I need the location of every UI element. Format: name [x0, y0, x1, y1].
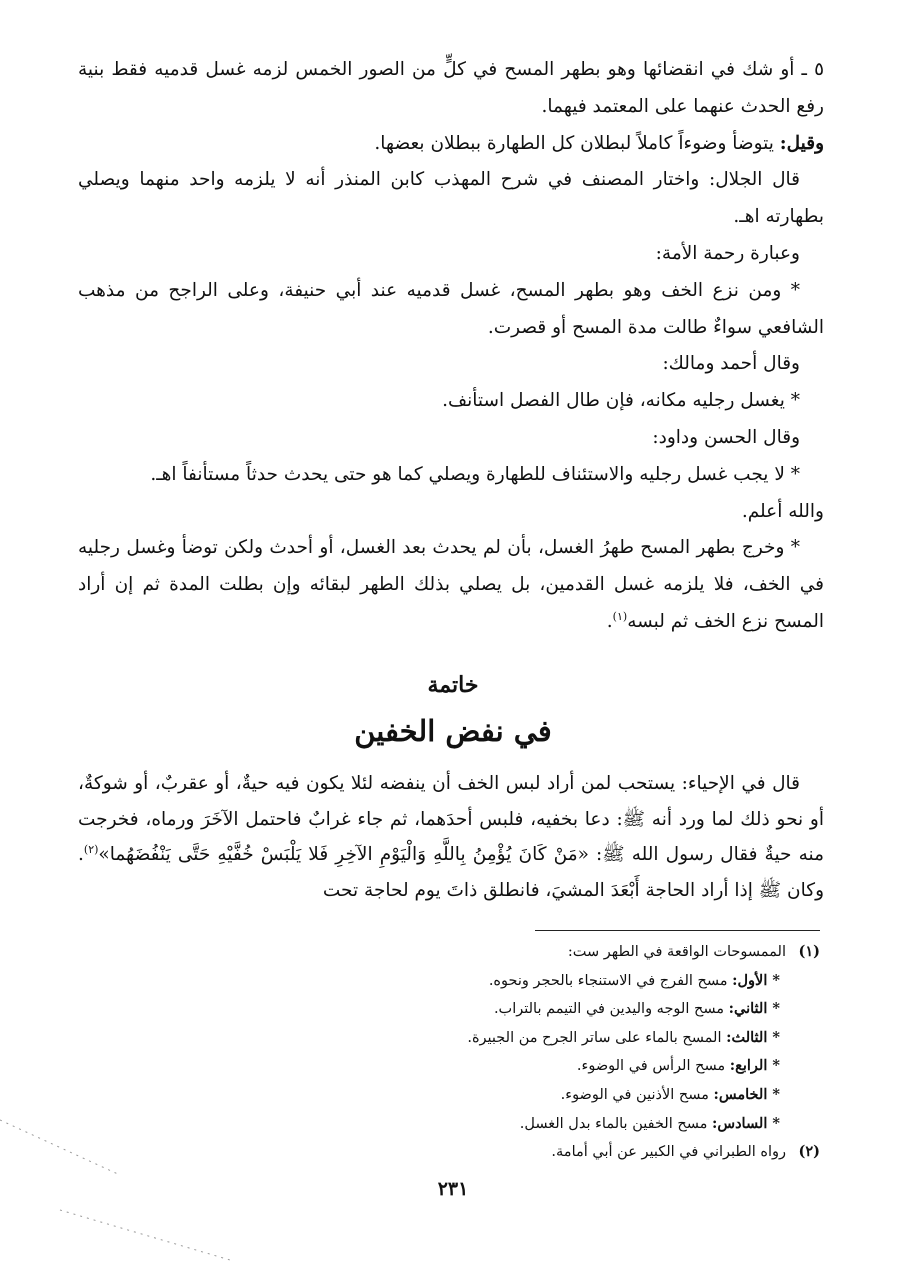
section-title: خاتمة	[427, 672, 479, 698]
section-subtitle: في نفض الخفين	[354, 714, 552, 748]
paragraph-2-text: يتوضأ وضوءاً كاملاً لبطلان كل الطهارة ببطلان بعضها.	[374, 132, 780, 154]
footnote-divider	[535, 930, 820, 931]
footnote-item-text: مسح الفرج في الاستنجاء بالحجر ونحوه.	[488, 972, 733, 989]
footnote-item-label: * السادس:	[712, 1114, 780, 1132]
footnote-item-label: * الأول:	[732, 971, 780, 989]
scan-edge-line	[0, 1120, 120, 1175]
footnote-item-label: * الخامس:	[713, 1085, 780, 1103]
footnote-item	[78, 995, 820, 1024]
paragraph-4: وعبارة رحمة الأمة:	[655, 242, 800, 264]
paragraph-9: * لا يجب غسل رجليه والاستئناف للطهارة ويصلي كما هو حتى يحدث حدثاً مستأنفاً اهـ.	[150, 463, 800, 485]
footnote-item-text: المسح بالماء على ساتر الجرح من الجبيرة.	[467, 1029, 727, 1046]
khatima-tail: . وكان ﷺ إذا أراد الحاجة أَبْعَدَ المشيَ، فانطلق ذاتَ يوم لحاجة تحت	[78, 844, 824, 901]
paragraph-10: والله أعلم.	[741, 500, 824, 522]
footnote-item-text: مسح الرأس في الوضوء.	[576, 1058, 730, 1075]
footnote-ref-1[interactable]: (١)	[612, 609, 628, 623]
paragraph-2	[78, 126, 824, 163]
footnote-item-text: مسح الخفين بالماء بدل الغسل.	[519, 1115, 713, 1132]
footnote-item-text: مسح الوجه واليدين في التيمم بالتراب.	[493, 1001, 729, 1018]
khatima-text-block	[78, 766, 824, 908]
footnote-item-text: مسح الأذنين في الوضوء.	[560, 1086, 714, 1103]
khatima-text: قال في الإحياء: يستحب لمن أراد لبس الخف أن ينفضه لئلا يكون فيه حيةٌ، أو عقربٌ، أو شوكةٌ، أو نحو ذلك لما ورد أنه ﷺ: دعا بخفيه، فلبس أحدَهما، ثم جاء غرابٌ فاحتمل الآخَرَ ورماه، فخرجت منه حيةٌ فقال رسول الله ﷺ: «مَنْ كَانَ يُؤْمِنُ بِاللَّهِ وَالْيَوْمِ الآخِرِ فَلا يَلْبَسْ خُفَّيْهِ حَتَّى يَنْفُضَهُما»	[78, 773, 824, 865]
footnote-1	[78, 938, 820, 967]
footnote-2-number: (٢)	[798, 1143, 820, 1161]
paragraph-5: * ومن نزع الخف وهو بطهر المسح، غسل قدميه عند أبي حنيفة، وعلى الراجح من مذهب الشافعي سواءٌ طالت مدة المسح أو قصرت.	[78, 279, 824, 338]
paragraph-6: وقال أحمد ومالك:	[662, 353, 800, 375]
paragraph-11-text: * وخرج بطهر المسح طهرُ الغسل، بأن لم يحدث بعد الغسل، أو أحدث ولكن توضأ وغسل رجليه في الخف، فلا يلزمه غسل القدمين، بل يصلي بذلك الطهر لبقائه وإن بطلت المدة ثم إن أراد المسح نزع الخف ثم لبسه	[78, 537, 824, 632]
footnote-1-number: (١)	[798, 943, 820, 960]
footnote-item-label: * الرابع:	[729, 1057, 780, 1075]
paragraph-1: ٥ ـ أو شك في انقضائها وهو بطهر المسح في كلٍّ من الصور الخمس لزمه غسل قدميه فقط بنية رفع الحدث عنهما على المعتمد فيهما.	[78, 59, 824, 117]
footnote-item	[78, 967, 820, 996]
page-number: ٢٣١	[437, 1178, 469, 1200]
footnote-item	[78, 1052, 820, 1081]
paragraph-7: * يغسل رجليه مكانه، فإن طال الفصل استأنف.	[442, 390, 800, 412]
paragraph-2-lead: وقيل:	[779, 132, 824, 154]
footnote-item-label: * الثاني:	[728, 1000, 780, 1018]
paragraph-3: قال الجلال: واختار المصنف في شرح المهذب كابن المنذر أنه لا يلزمه واحد منهما ويصلي بطهارته اهـ.	[78, 169, 824, 228]
footnote-2-text: رواه الطبراني في الكبير عن أبي أمامة.	[551, 1144, 786, 1161]
khatima-paragraph	[78, 766, 824, 908]
footnote-ref-2[interactable]: (٢)	[83, 842, 99, 856]
paragraph-11-end: .	[606, 610, 613, 632]
scan-edge-line	[60, 1210, 230, 1260]
main-text-block	[78, 52, 824, 641]
paragraph-11	[78, 530, 824, 640]
scan-edge-mark	[0, 1080, 260, 1264]
paragraph-8: وقال الحسن وداود:	[652, 426, 800, 448]
footnote-item-label: * الثالث:	[726, 1028, 780, 1046]
footnote-item	[78, 1024, 820, 1053]
footnote-1-text: الممسوحات الواقعة في الطهر ست:	[567, 944, 786, 960]
